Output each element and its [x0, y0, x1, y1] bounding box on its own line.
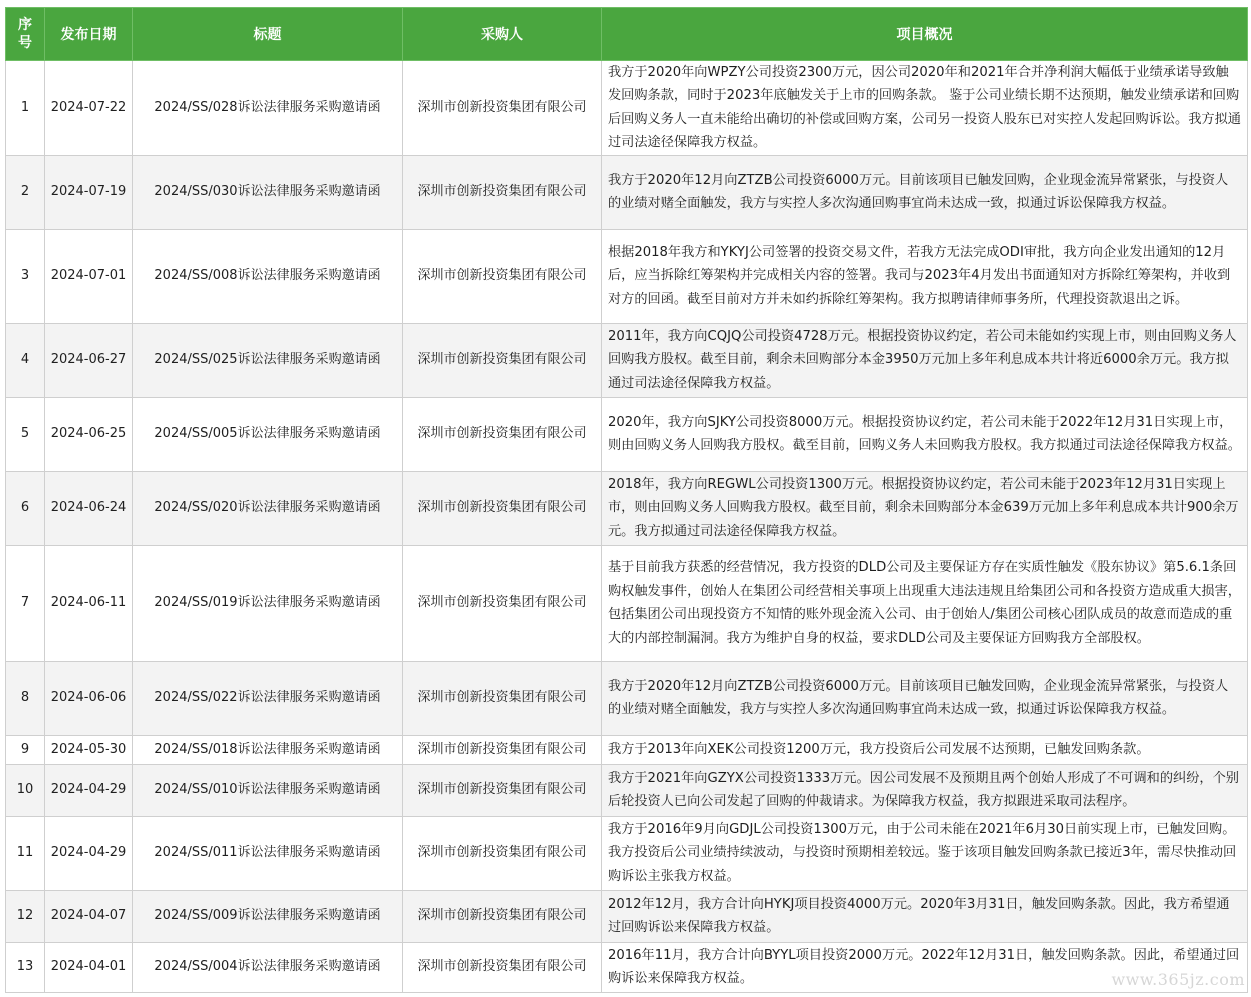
cell-date: 2024-05-30 — [45, 735, 133, 764]
cell-seq: 3 — [6, 229, 45, 323]
cell-title: 2024/SS/008诉讼法律服务采购邀请函 — [133, 229, 403, 323]
cell-seq: 2 — [6, 155, 45, 229]
cell-seq: 1 — [6, 61, 45, 156]
header-seq-label: 序号 — [18, 17, 32, 51]
cell-title: 2024/SS/004诉讼法律服务采购邀请函 — [133, 942, 403, 992]
cell-title: 2024/SS/005诉讼法律服务采购邀请函 — [133, 397, 403, 471]
cell-date: 2024-06-25 — [45, 397, 133, 471]
cell-buyer: 深圳市创新投资集团有限公司 — [403, 471, 602, 545]
cell-overview: 2018年，我方向REGWL公司投资1300万元。根据投资协议约定，若公司未能于2023年12月31日实现上市，则由回购义务人回购我方股权。截至目前，剩余未回购部分本金639万元加上多年利息成本共计900余万元。我方拟通过司法途径保障我方权益。 — [602, 471, 1248, 545]
table-row — [6, 229, 1248, 323]
cell-date: 2024-07-01 — [45, 229, 133, 323]
cell-overview: 根据2018年我方和YKYJ公司签署的投资交易文件，若我方无法完成ODI审批，我方向企业发出通知的12月后，应当拆除红筹架构并完成相关内容的签署。我司与2023年4月发出书面通知对方拆除红筹架构，并收到对方的回函。截至目前对方并未如约拆除红筹架构。我方拟聘请律师事务所，代理投资款退出之诉。 — [602, 229, 1248, 323]
cell-title: 2024/SS/022诉讼法律服务采购邀请函 — [133, 661, 403, 735]
cell-title: 2024/SS/011诉讼法律服务采购邀请函 — [133, 816, 403, 890]
cell-seq: 5 — [6, 397, 45, 471]
cell-seq: 7 — [6, 545, 45, 661]
cell-date: 2024-06-11 — [45, 545, 133, 661]
cell-title: 2024/SS/019诉讼法律服务采购邀请函 — [133, 545, 403, 661]
table-row — [6, 816, 1248, 890]
cell-overview: 我方于2016年9月向GDJL公司投资1300万元，由于公司未能在2021年6月30日前实现上市，已触发回购。我方投资后公司业绩持续波动，与投资时预期相差较远。鉴于该项目触发回购条款已接近3年，需尽快推动回购诉讼主张我方权益。 — [602, 816, 1248, 890]
cell-date: 2024-04-29 — [45, 816, 133, 890]
watermark: www.365jz.com — [1111, 970, 1245, 989]
table-row — [6, 735, 1248, 764]
cell-overview: 我方于2013年向XEK公司投资1200万元，我方投资后公司发展不达预期，已触发回购条款。 — [602, 735, 1248, 764]
cell-date: 2024-07-22 — [45, 61, 133, 156]
cell-buyer: 深圳市创新投资集团有限公司 — [403, 155, 602, 229]
table-row — [6, 61, 1248, 156]
cell-overview: 我方于2021年向GZYX公司投资1333万元。因公司发展不及预期且两个创始人形成了不可调和的纠纷，个别后轮投资人已向公司发起了回购的仲裁请求。为保障我方权益，我方拟跟进采取司法程序。 — [602, 764, 1248, 816]
cell-buyer: 深圳市创新投资集团有限公司 — [403, 545, 602, 661]
cell-seq: 8 — [6, 661, 45, 735]
cell-buyer: 深圳市创新投资集团有限公司 — [403, 323, 602, 397]
header-row — [6, 8, 1248, 61]
cell-buyer: 深圳市创新投资集团有限公司 — [403, 735, 602, 764]
cell-buyer: 深圳市创新投资集团有限公司 — [403, 661, 602, 735]
procurement-table — [5, 7, 1248, 993]
table-row — [6, 661, 1248, 735]
header-buyer: 采购人 — [403, 8, 602, 61]
table-row — [6, 890, 1248, 942]
cell-date: 2024-04-29 — [45, 764, 133, 816]
cell-date: 2024-06-24 — [45, 471, 133, 545]
header-title: 标题 — [133, 8, 403, 61]
cell-overview: 2020年，我方向SJKY公司投资8000万元。根据投资协议约定，若公司未能于2022年12月31日实现上市，则由回购义务人回购我方股权。截至目前，回购义务人未回购我方股权。我方拟通过司法途径保障我方权益。 — [602, 397, 1248, 471]
cell-buyer: 深圳市创新投资集团有限公司 — [403, 61, 602, 156]
cell-title: 2024/SS/010诉讼法律服务采购邀请函 — [133, 764, 403, 816]
table-row — [6, 764, 1248, 816]
cell-buyer: 深圳市创新投资集团有限公司 — [403, 397, 602, 471]
table-row — [6, 155, 1248, 229]
cell-date: 2024-06-06 — [45, 661, 133, 735]
cell-seq: 12 — [6, 890, 45, 942]
cell-seq: 9 — [6, 735, 45, 764]
table-body — [6, 61, 1248, 993]
cell-seq: 11 — [6, 816, 45, 890]
cell-title: 2024/SS/018诉讼法律服务采购邀请函 — [133, 735, 403, 764]
cell-seq: 4 — [6, 323, 45, 397]
cell-buyer: 深圳市创新投资集团有限公司 — [403, 816, 602, 890]
cell-overview: 我方于2020年12月向ZTZB公司投资6000万元。目前该项目已触发回购，企业现金流异常紧张，与投资人的业绩对赌全面触发，我方与实控人多次沟通回购事宜尚未达成一致，拟通过诉讼保障我方权益。 — [602, 661, 1248, 735]
table-row — [6, 545, 1248, 661]
cell-title: 2024/SS/020诉讼法律服务采购邀请函 — [133, 471, 403, 545]
table-row — [6, 397, 1248, 471]
cell-buyer: 深圳市创新投资集团有限公司 — [403, 890, 602, 942]
cell-seq: 13 — [6, 942, 45, 992]
table-row — [6, 942, 1248, 992]
cell-title: 2024/SS/030诉讼法律服务采购邀请函 — [133, 155, 403, 229]
cell-overview: 我方于2020年向WPZY公司投资2300万元，因公司2020年和2021年合并净利润大幅低于业绩承诺导致触发回购条款，同时于2023年底触发关于上市的回购条款。 鉴于公司业绩长期不达预期，触发业绩承诺和回购后回购义务人一直未能给出确切的补偿或回购方案，公司另一投资人股东已对实控人发起回购诉讼。我方拟通过司法途径保障我方权益。 — [602, 61, 1248, 156]
table-row — [6, 471, 1248, 545]
cell-overview: 2016年11月，我方合计向BYYL项目投资2000万元。2022年12月31日，触发回购条款。因此，希望通过回购诉讼来保障我方权益。 — [602, 942, 1248, 992]
cell-title: 2024/SS/028诉讼法律服务采购邀请函 — [133, 61, 403, 156]
table-row — [6, 323, 1248, 397]
header-seq — [6, 8, 45, 61]
cell-title: 2024/SS/009诉讼法律服务采购邀请函 — [133, 890, 403, 942]
cell-overview: 我方于2020年12月向ZTZB公司投资6000万元。目前该项目已触发回购，企业现金流异常紧张，与投资人的业绩对赌全面触发，我方与实控人多次沟通回购事宜尚未达成一致，拟通过诉讼保障我方权益。 — [602, 155, 1248, 229]
cell-date: 2024-07-19 — [45, 155, 133, 229]
header-date: 发布日期 — [45, 8, 133, 61]
cell-date: 2024-04-01 — [45, 942, 133, 992]
cell-overview: 基于目前我方获悉的经营情况，我方投资的DLD公司及主要保证方存在实质性触发《股东协议》第5.6.1条回购权触发事件，创始人在集团公司经营相关事项上出现重大违法违规且给集团公司和各投资方造成重大损害，包括集团公司出现投资方不知情的账外现金流入公司、由于创始人/集团公司核心团队成员的故意而造成的重大的内部控制漏洞。我方为维护自身的权益，要求DLD公司及主要保证方回购我方全部股权。 — [602, 545, 1248, 661]
cell-overview: 2012年12月，我方合计向HYKJ项目投资4000万元。2020年3月31日，触发回购条款。因此，我方希望通过回购诉讼来保障我方权益。 — [602, 890, 1248, 942]
cell-buyer: 深圳市创新投资集团有限公司 — [403, 764, 602, 816]
cell-seq: 6 — [6, 471, 45, 545]
cell-date: 2024-04-07 — [45, 890, 133, 942]
cell-seq: 10 — [6, 764, 45, 816]
cell-overview: 2011年，我方向CQJQ公司投资4728万元。根据投资协议约定，若公司未能如约实现上市，则由回购义务人回购我方股权。截至目前，剩余未回购部分本金3950万元加上多年利息成本共计将近6000余万元。我方拟通过司法途径保障我方权益。 — [602, 323, 1248, 397]
cell-buyer: 深圳市创新投资集团有限公司 — [403, 942, 602, 992]
cell-date: 2024-06-27 — [45, 323, 133, 397]
header-overview: 项目概况 — [602, 8, 1248, 61]
cell-buyer: 深圳市创新投资集团有限公司 — [403, 229, 602, 323]
cell-title: 2024/SS/025诉讼法律服务采购邀请函 — [133, 323, 403, 397]
